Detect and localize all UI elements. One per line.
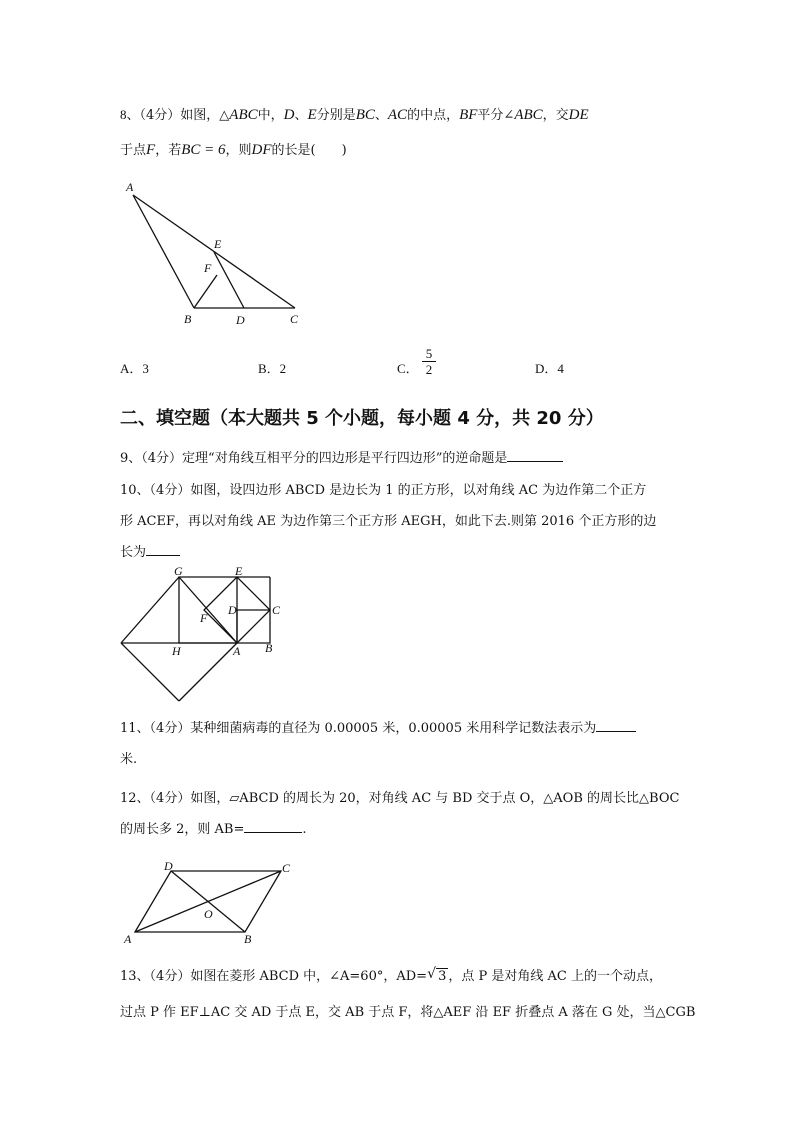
answer-blank <box>596 719 636 732</box>
segment-bf <box>194 275 217 308</box>
label-f: F <box>204 261 212 275</box>
q12-line2: 的周长多 2，则 AB= . <box>120 822 307 837</box>
label-d: D <box>236 313 245 327</box>
square-aegh <box>179 577 237 643</box>
label-a: A <box>126 180 134 194</box>
q12-line1: 12、（4分）如图，▱ABCD 的周长为 20，对角线 AC 与 BD 交于点 O，△AOB 的周长比△BOC <box>120 791 680 806</box>
label-b: B <box>244 932 252 946</box>
section-heading: 二、填空题（本大题共 5 个小题，每小题 4 分，共 20 分） <box>120 408 604 429</box>
segment-left-bottom <box>121 643 179 701</box>
segment-ab <box>133 195 194 308</box>
label-c: C <box>290 312 299 326</box>
label-f: F <box>200 611 208 625</box>
segment-bottom-a <box>179 643 237 701</box>
label-b: B <box>184 312 192 326</box>
label-a: A <box>233 644 241 658</box>
label-c: C <box>272 603 281 617</box>
answer-blank <box>507 449 563 462</box>
parallelogram-abcd <box>135 871 281 932</box>
label-d: D <box>228 603 237 617</box>
square-abcd <box>237 610 270 643</box>
q9-line: 9、（4分）定理“对角线互相平分的四边形是平行四边形”的逆命题是 <box>120 447 563 466</box>
square-acef <box>204 577 270 643</box>
q8-line2: 于点F，若BC = 6，则DF的长是( ) <box>120 142 347 158</box>
label-c: C <box>282 861 291 875</box>
segment-de <box>214 252 244 308</box>
label-g: G <box>174 564 183 578</box>
label-e: E <box>235 564 243 578</box>
option-b: B．2 <box>258 361 287 376</box>
label-d: D <box>164 859 173 873</box>
q11-line1: 11、（4分）某种细菌病毒的直径为 0.00005 米，0.00005 米用科学记数法表示为 <box>120 717 636 736</box>
q10-line2: 形 ACEF，再以对角线 AE 为边作第三个正方形 AEGH，如此下去.则第 2016 个正方形的边 <box>120 514 657 529</box>
segment-ga <box>179 577 237 643</box>
q11-line2: 米. <box>120 752 138 767</box>
q10-line1: 10、（4分）如图，设四边形 ABCD 是边长为 1 的正方形，以对角线 AC 为边作第二个正方 <box>120 483 647 498</box>
option-c-prefix: C． <box>397 361 419 376</box>
label-o: O <box>204 907 213 921</box>
label-b: B <box>265 641 273 655</box>
label-h: H <box>172 644 181 658</box>
q8-line1: 8、（4分）如图，△ABC中，D、E分别是BC、AC的中点，BF平分∠ABC，交DE <box>120 107 589 123</box>
answer-blank <box>244 820 302 833</box>
option-c-fraction: $\frac{5}{2}$ <box>422 346 436 377</box>
option-d: D．4 <box>535 361 564 376</box>
q13-line2: 过点 P 作 EF⊥AC 交 AD 于点 E，交 AB 于点 F，将△AEF 沿 EF 折叠点 A 落在 G 处，当△CGB <box>120 1005 696 1020</box>
q12-parallelogram-figure <box>123 859 291 946</box>
diagonal-ac <box>135 871 281 932</box>
option-a: A．3 <box>120 361 149 376</box>
q10-square-figure <box>121 564 281 701</box>
segment-g-left <box>121 577 179 643</box>
q10-line3: 长为 <box>120 541 180 560</box>
segment-ac <box>133 195 295 308</box>
q13-line1: 13、（4分）如图在菱形 ABCD 中，∠A=60°，AD=√ 3 ，点 P 是对角线 AC 上的一个动点， <box>120 965 662 984</box>
label-a: A <box>124 932 132 946</box>
answer-blank <box>146 543 180 556</box>
sqrt-symbol: √ 3 <box>427 969 448 984</box>
q8-triangle-figure <box>125 180 299 327</box>
label-e: E <box>214 237 222 251</box>
diagonal-bd <box>171 871 245 932</box>
